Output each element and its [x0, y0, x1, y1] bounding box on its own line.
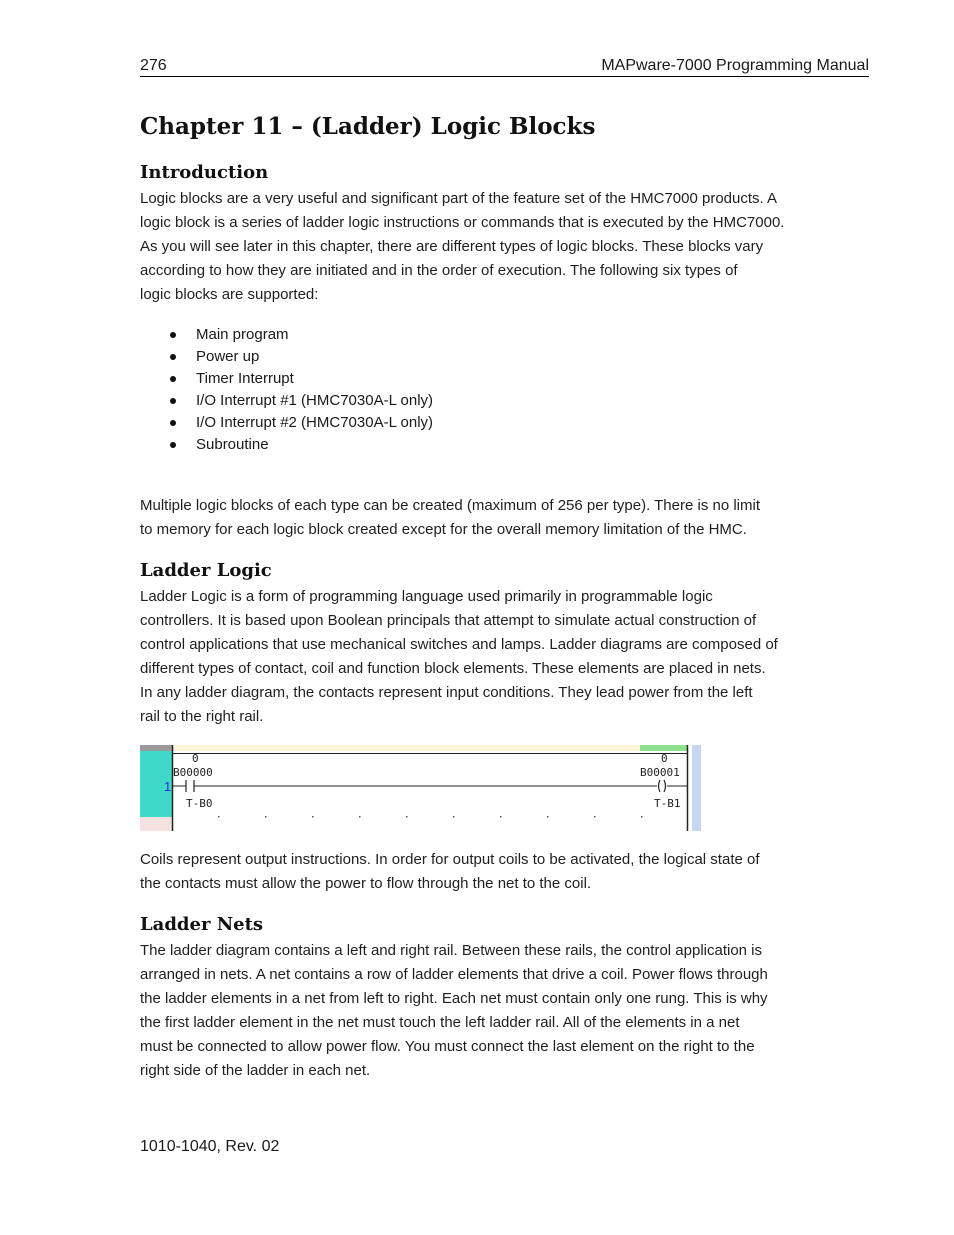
coils-paragraph: [140, 848, 820, 896]
text-line: rail to the right rail.: [140, 708, 264, 725]
list-item: I/O Interrupt #1 (HMC7030A-L only): [140, 390, 640, 412]
right-scroll-strip: [692, 745, 701, 831]
text-line: control applications that use mechanical switches and lamps. Ladder diagrams are composed of: [140, 636, 778, 653]
contact-tag: T-B0: [186, 797, 213, 810]
text-line: arranged in nets. A net contains a row of ladder elements that drive a coil. Power flows through: [140, 966, 768, 983]
net-lower-cell: [140, 817, 172, 831]
introduction-heading: Introduction: [140, 162, 269, 183]
logic-block-types-list: [140, 324, 640, 456]
page-number: 276: [140, 57, 167, 74]
ladder-diagram: [140, 745, 701, 831]
contact-address: B00000: [173, 766, 213, 779]
logic-blocks-limit-paragraph: [140, 494, 820, 542]
text-line: Multiple logic blocks of each type can be created (maximum of 256 per type). There is no limit: [140, 497, 761, 514]
text-line: right side of the ladder in each net.: [140, 1062, 371, 1079]
text-line: the first ladder element in the net must touch the left ladder rail. All of the elements in a net: [140, 1014, 740, 1031]
text-line: As you will see later in this chapter, there are different types of logic blocks. These blocks vary: [140, 238, 764, 255]
text-line: logic blocks are supported:: [140, 286, 319, 303]
text-line: according to how they are initiated and in the order of execution. The following six types of: [140, 262, 738, 279]
list-item: Power up: [140, 346, 640, 368]
ladder-logic-heading: Ladder Logic: [140, 560, 272, 581]
coil-header: [640, 745, 688, 751]
coil-address: B00001: [640, 766, 680, 779]
text-line: The ladder diagram contains a left and right rail. Between these rails, the control application is: [140, 942, 763, 959]
chapter-title: Chapter 11 – (Ladder) Logic Blocks: [140, 113, 596, 140]
contact-value: 0: [192, 752, 199, 765]
coil-value: 0: [661, 752, 668, 765]
coil-tag: T-B1: [654, 797, 681, 810]
net-header-cell: [140, 745, 172, 751]
page-footer: 1010-1040, Rev. 02: [140, 1138, 280, 1155]
ladder-nets-heading: Ladder Nets: [140, 914, 264, 935]
text-line: must be connected to allow power flow. You must connect the last element on the right to the: [140, 1038, 755, 1055]
list-item: Timer Interrupt: [140, 368, 640, 390]
text-line: the contacts must allow the power to flow through the net to the coil.: [140, 875, 592, 892]
introduction-paragraph: [140, 187, 820, 307]
text-line: controllers. It is based upon Boolean principals that attempt to simulate actual construction of: [140, 612, 757, 629]
list-item: Subroutine: [140, 434, 640, 456]
text-line: logic block is a series of ladder logic instructions or commands that is executed by the HMC7000.: [140, 214, 785, 231]
ladder-logic-paragraph: [140, 585, 820, 729]
header-strip: [172, 745, 640, 751]
list-item: I/O Interrupt #2 (HMC7030A-L only): [140, 412, 640, 434]
page-header: [140, 56, 869, 77]
text-line: Logic blocks are a very useful and significant part of the feature set of the HMC7000 products. A: [140, 190, 778, 207]
list-item: Main program: [140, 324, 640, 346]
text-line: Coils represent output instructions. In order for output coils to be activated, the logical state of: [140, 851, 760, 868]
text-line: to memory for each logic block created except for the overall memory limitation of the HMC.: [140, 521, 747, 538]
text-line: In any ladder diagram, the contacts represent input conditions. They lead power from the left: [140, 684, 753, 701]
ladder-nets-paragraph: [140, 939, 820, 1083]
text-line: different types of contact, coil and function block elements. These elements are placed in nets.: [140, 660, 766, 677]
manual-title: MAPware-7000 Programming Manual: [601, 57, 869, 74]
net-number: 1: [164, 779, 172, 794]
text-line: Ladder Logic is a form of programming language used primarily in programmable logic: [140, 588, 713, 605]
text-line: the ladder elements in a net from left to right. Each net must contain only one rung. This is why: [140, 990, 768, 1007]
